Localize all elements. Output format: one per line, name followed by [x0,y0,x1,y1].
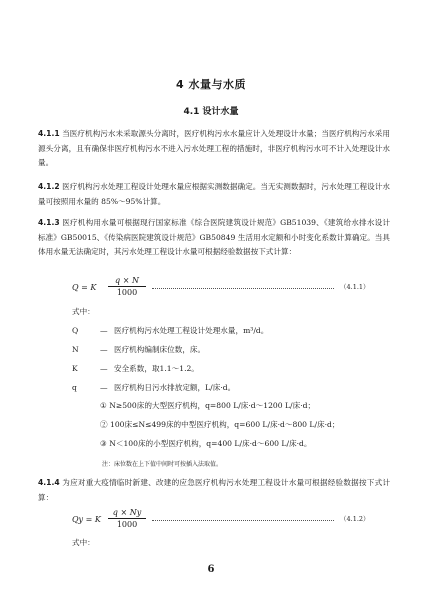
clause-text: 当医疗机构污水未采取源头分离时，医疗机构污水水量应计入处理设计水量；当医疗机构污水采用源头分离，且有确保非医疗机构污水不进入污水处理工程的措施时，非医疗机构污水可不计入处理设计水量。 [38,129,390,167]
clause-4-1-1 [38,127,390,171]
definition-dash: — [100,364,108,373]
definition-dash: — [100,383,108,392]
definition-desc: 医疗机构日污水排放定额，L/床·d。 [114,383,236,392]
equation-number: （4.1.1） [340,283,370,291]
section-title: 4.1 设计水量 [183,107,239,117]
formula-lhs: Qy = K [72,515,101,524]
clause-number: 4.1.2 [38,182,60,191]
definition-desc: 安全系数，取1.1～1.2。 [114,364,199,373]
formula-denominator: 1000 [116,520,138,529]
formula-fraction [108,276,146,297]
case-item: ② 100床≤N≤499床的中型医疗机构，q=600 L/床·d～800 L/床·d； [100,420,340,429]
chapter-title: 4 水量与水质 [176,78,246,91]
definition-row [72,383,235,393]
case-item: ① N≥500床的大型医疗机构，q=800 L/床·d～1200 L/床·d； [100,401,316,410]
clause-text: 医疗机构用水量可根据现行国家标准《综合医院建筑设计规范》GB51039、《建筑给水排水设计标准》GB50015、《传染病医院建筑设计规范》GB50849 生活用水定额和小时变化系数计算确定。当具体用水量无法确定时，其污水处理工程设计水量可根据经验数据按下式计算： [38,218,390,256]
case-item: ③ N＜100床的小型医疗机构，q=400 L/床·d～600 L/床·d。 [100,439,312,448]
formula-4-1-1 [72,276,392,302]
formula-denominator: 1000 [116,288,138,297]
definition-row [72,345,205,355]
definition-desc: 医疗机构污水处理工程设计处理水量，m³/d。 [114,326,269,335]
formula-numerator: q × N [108,276,146,287]
note: 注：床位数在上下值中间时可按插入法取值。 [102,461,223,468]
where-label: 式中： [72,307,95,316]
formula-fraction [108,508,146,529]
formula-leader-dots [152,520,334,521]
definition-symbol: K [72,364,78,373]
clause-text: 医疗机构污水处理工程设计处理水量应根据实测数据确定。当无实测数据时，污水处理工程设计水量可按照用水量的 85%～95%计算。 [38,182,390,206]
definition-desc: 医疗机构编制床位数，床。 [114,345,206,354]
definition-dash: — [100,326,108,335]
clause-number: 4.1.4 [38,478,60,487]
page-number: 6 [207,564,215,575]
clause-number: 4.1.3 [38,218,60,227]
clause-text: 为应对重大疫情临时新建、改建的应急医疗机构污水处理工程设计水量可根据经验数据按下式计算： [38,478,390,502]
clause-number: 4.1.1 [38,129,60,138]
definition-symbol: q [72,383,77,392]
where-label: 式中： [72,538,95,547]
equation-number: （4.1.2） [340,515,370,523]
definition-symbol: N [72,345,79,354]
clause-4-1-3 [38,216,390,260]
clause-4-1-2 [38,180,390,209]
formula-4-1-2 [72,508,392,534]
definition-symbol: Q [72,326,79,335]
clause-4-1-4 [38,476,390,505]
definition-dash: — [100,345,108,354]
definition-row [72,364,199,374]
formula-numerator: q × Ny [108,508,146,519]
formula-lhs: Q = K [72,283,97,292]
definition-row [72,326,268,336]
formula-leader-dots [152,288,334,289]
